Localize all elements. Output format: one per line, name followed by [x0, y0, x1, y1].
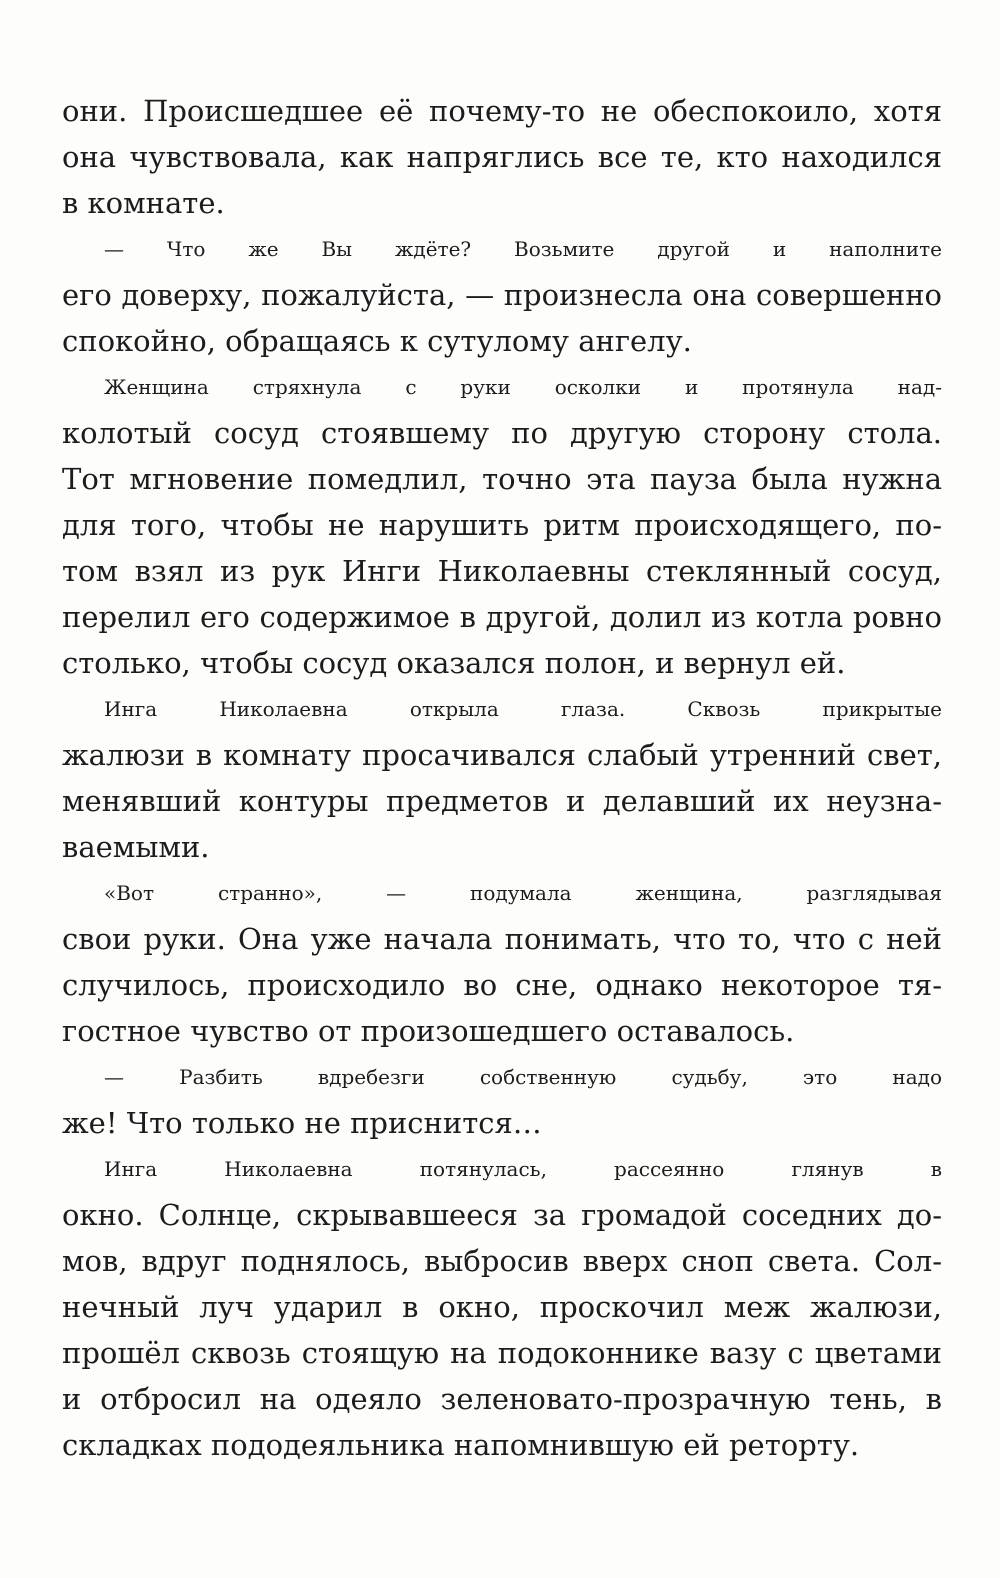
text-line: она чувствовала, как напряглись все те, кто находился [62, 140, 942, 174]
text-line: Женщина стряхнула с руки осколки и протянула над- [104, 375, 942, 399]
text-line: складках пододеяльника напомнившую ей реторту. [62, 1428, 860, 1462]
text-line: том взял из рук Инги Николаевны стеклянный сосуд, [62, 554, 942, 588]
text-line: Тот мгновение помедлил, точно эта пауза была нужна [62, 462, 942, 496]
text-line: они. Происшедшее её почему-то не обеспокоило, хотя [62, 94, 942, 128]
page-text [62, 88, 942, 1468]
text-line: столько, чтобы сосуд оказался полон, и вернул ей. [62, 646, 846, 680]
text-line: менявший контуры предметов и делавший их неузна- [62, 784, 942, 818]
text-line: жалюзи в комнату просачивался слабый утренний свет, [62, 738, 942, 772]
text-line: мов, вдруг поднялось, выбросив вверх сноп света. Сол- [62, 1244, 942, 1278]
text-line: для того, чтобы не нарушить ритм происходящего, по- [62, 508, 942, 542]
text-line: случилось, происходило во сне, однако некоторое тя- [62, 968, 942, 1002]
text-line: спокойно, обращаясь к сутулому ангелу. [62, 324, 692, 358]
text-line: прошёл сквозь стоящую на подоконнике вазу с цветами [62, 1336, 942, 1370]
text-line: же! Что только не приснится… [62, 1106, 542, 1140]
text-line: его доверху, пожалуйста, — произнесла она совершенно [62, 278, 942, 312]
text-line: — Разбить вдребезги собственную судьбу, это надо [104, 1065, 942, 1089]
text-line: свои руки. Она уже начала понимать, что то, что с ней [62, 922, 942, 956]
text-line: нечный луч ударил в окно, проскочил меж жалюзи, [62, 1290, 942, 1324]
text-line: окно. Солнце, скрывавшееся за громадой соседних до- [62, 1198, 942, 1232]
text-line: и отбросил на одеяло зеленовато-прозрачную тень, в [62, 1382, 942, 1416]
text-line: колотый сосуд стоявшему по другую сторону стола. [62, 416, 942, 450]
text-line: гостное чувство от произошедшего оставалось. [62, 1014, 795, 1048]
text-line: ваемыми. [62, 830, 210, 864]
text-line: «Вот странно», — подумала женщина, разглядывая [104, 881, 942, 905]
text-line: Инга Николаевна потянулась, рассеянно глянув в [104, 1157, 942, 1181]
text-line: — Что же Вы ждёте? Возьмите другой и наполните [104, 237, 942, 261]
text-line: в комнате. [62, 186, 225, 220]
text-line: перелил его содержимое в другой, долил из котла ровно [62, 600, 942, 634]
text-line: Инга Николаевна открыла глаза. Сквозь прикрытые [104, 697, 942, 721]
